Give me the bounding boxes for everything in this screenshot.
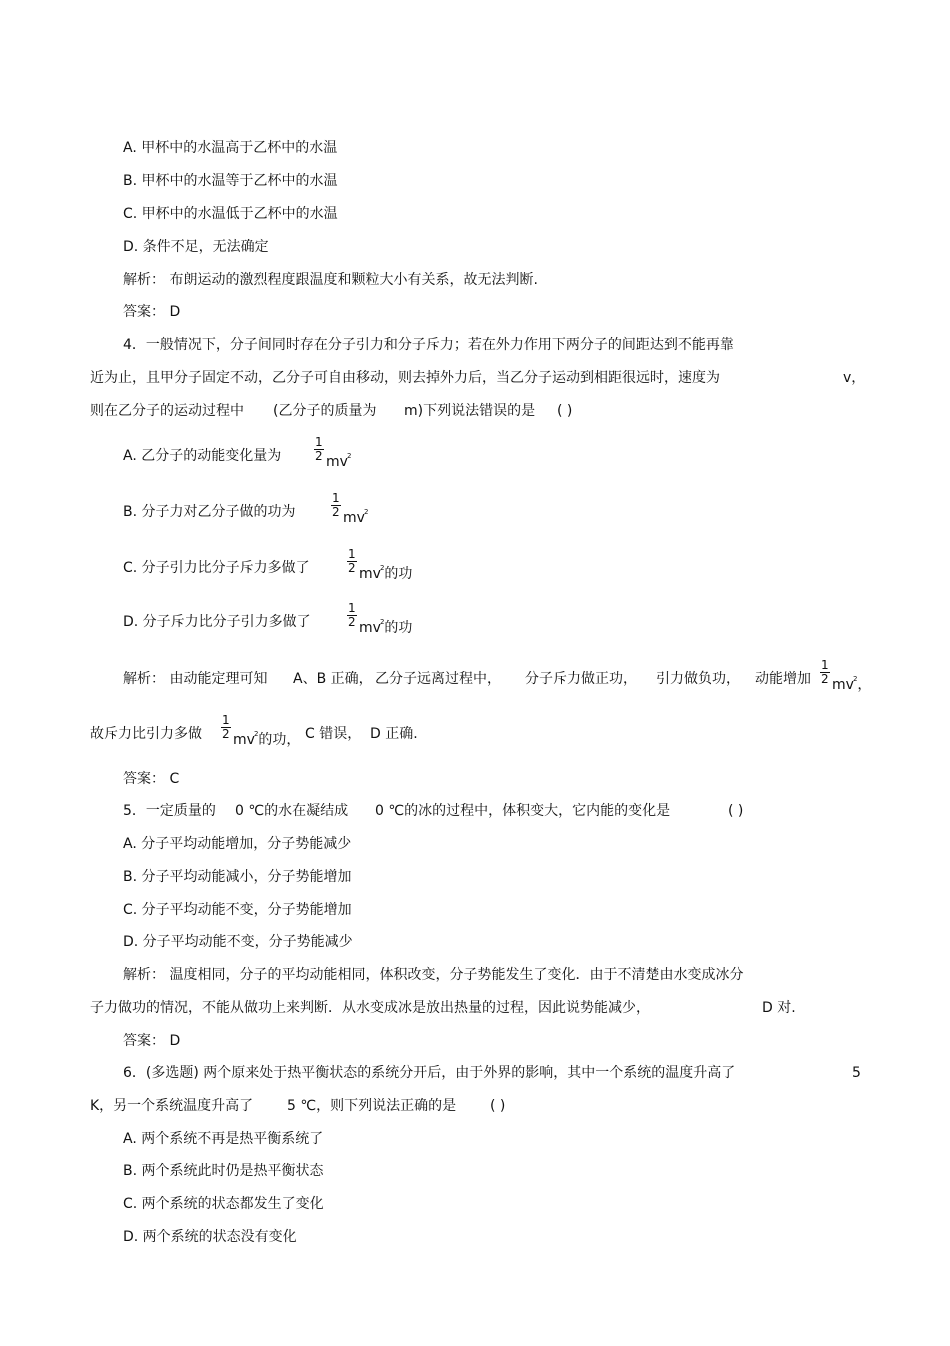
fraction-denominator: 2 (222, 727, 230, 741)
fraction-half (314, 436, 324, 463)
q5-stem-c: 0 ℃的冰的过程中，体积变大，它内能的变化是 (375, 803, 671, 819)
q4-option-c: C. 分子引力比分子斥力多做了 (123, 560, 310, 576)
q4-answer-parens: ( ) (557, 403, 573, 419)
fraction-half (331, 492, 341, 519)
q4-analysis-g: 故斥力比引力多做 (90, 726, 202, 742)
q3-option-a: A. 甲杯中的水温高于乙杯中的水温 (123, 140, 338, 156)
q4-option-b: B. 分子力对乙分子做的功为 (123, 504, 296, 520)
fraction-numerator: 1 (821, 658, 829, 672)
q4-analysis-h: C 错误， (305, 726, 362, 742)
q4-stem-line-1: 4．一般情况下，分子间同时存在分子引力和分子斥力；若在外力作用下两分子的间距达到不能再靠 (123, 337, 734, 353)
fraction-denominator: 2 (821, 672, 829, 686)
q4-stem-line-3a: 则在乙分子的运动过程中 (90, 403, 244, 419)
mv-squared: $mv^2$的功， (233, 730, 301, 748)
mv-squared: $mv^2$， (832, 675, 872, 693)
q5-option-b: B. 分子平均动能减小，分子势能增加 (123, 869, 352, 885)
mv-squared: $mv^2$ (326, 452, 352, 470)
fraction-half (820, 659, 830, 686)
q6-stem-line-1: 6．(多选题) 两个原来处于热平衡状态的系统分开后，由于外界的影响，其中一个系统的温度升高了 (123, 1065, 736, 1081)
q6-answer-parens: ( ) (490, 1098, 506, 1114)
q3-option-b: B. 甲杯中的水温等于乙杯中的水温 (123, 173, 338, 189)
q6-stem-line-1-end: 5 (852, 1065, 861, 1081)
q4-analysis-a: 解析： 由动能定理可知 (123, 671, 268, 687)
q5-answer: 答案： D (123, 1033, 181, 1049)
q4-analysis-c: 乙分子远离过程中， (375, 671, 501, 687)
fraction-denominator: 2 (348, 561, 356, 575)
fraction-denominator: 2 (315, 449, 323, 463)
q3-answer: 答案： D (123, 304, 181, 320)
q6-option-a: A. 两个系统不再是热平衡系统了 (123, 1131, 324, 1147)
q6-stem-line-2a: K，另一个系统温度升高了 (90, 1098, 254, 1114)
q3-option-d: D. 条件不足，无法确定 (123, 239, 269, 255)
q4-analysis-i: D 正确. (370, 726, 418, 742)
q6-option-c: C. 两个系统的状态都发生了变化 (123, 1196, 324, 1212)
fraction-denominator: 2 (332, 505, 340, 519)
q5-option-a: A. 分子平均动能增加，分子势能减少 (123, 836, 352, 852)
q6-option-d: D. 两个系统的状态没有变化 (123, 1229, 297, 1245)
mv-squared: $mv^2$的功 (359, 618, 413, 636)
q5-analysis-line-2: 子力做功的情况，不能从做功上来判断．从水变成冰是放出热量的过程，因此说势能减少， (90, 1000, 650, 1016)
q4-stem-line-3c: m)下列说法错误的是 (404, 403, 536, 419)
q5-option-c: C. 分子平均动能不变，分子势能增加 (123, 902, 352, 918)
q4-analysis-b: A、B 正确， (293, 671, 373, 687)
q5-analysis-line-1: 解析： 温度相同，分子的平均动能相同，体积改变，分子势能发生了变化．由于不清楚由水变成冰分 (123, 967, 744, 983)
q6-option-b: B. 两个系统此时仍是热平衡状态 (123, 1163, 324, 1179)
mv-squared: $mv^2$ (343, 508, 369, 526)
fraction-half (347, 602, 357, 629)
fraction-numerator: 1 (332, 491, 340, 505)
q3-analysis: 解析： 布朗运动的激烈程度跟温度和颗粒大小有关系，故无法判断. (123, 272, 538, 288)
q4-stem-line-3b: (乙分子的质量为 (273, 403, 377, 419)
q6-stem-line-2b: 5 ℃，则下列说法正确的是 (287, 1098, 457, 1114)
q5-analysis-line-2-end: D 对. (762, 1000, 796, 1016)
q4-analysis-f: 动能增加 (755, 671, 811, 687)
fraction-numerator: 1 (315, 435, 323, 449)
fraction-numerator: 1 (348, 601, 356, 615)
mv-squared: $mv^2$的功 (359, 564, 413, 582)
q3-option-c: C. 甲杯中的水温低于乙杯中的水温 (123, 206, 338, 222)
fraction-numerator: 1 (222, 713, 230, 727)
q4-option-d: D. 分子斥力比分子引力多做了 (123, 614, 311, 630)
q5-stem-b: 0 ℃的水在凝结成 (235, 803, 349, 819)
q4-option-a: A. 乙分子的动能变化量为 (123, 448, 282, 464)
fraction-half (347, 548, 357, 575)
fraction-denominator: 2 (348, 615, 356, 629)
q4-analysis-d: 分子斥力做正功， (525, 671, 637, 687)
q4-stem-line-2: 近为止，且甲分子固定不动，乙分子可自由移动，则去掉外力后，当乙分子运动到相距很远时，速度为 (90, 370, 720, 386)
q5-answer-parens: ( ) (728, 803, 744, 819)
q4-answer: 答案： C (123, 771, 180, 787)
q4-analysis-e: 引力做负功， (656, 671, 740, 687)
fraction-numerator: 1 (348, 547, 356, 561)
fraction-half (221, 714, 231, 741)
q4-stem-line-2-end: v， (843, 370, 866, 386)
q5-stem-a: 5．一定质量的 (123, 803, 216, 819)
q5-option-d: D. 分子平均动能不变，分子势能减少 (123, 934, 353, 950)
